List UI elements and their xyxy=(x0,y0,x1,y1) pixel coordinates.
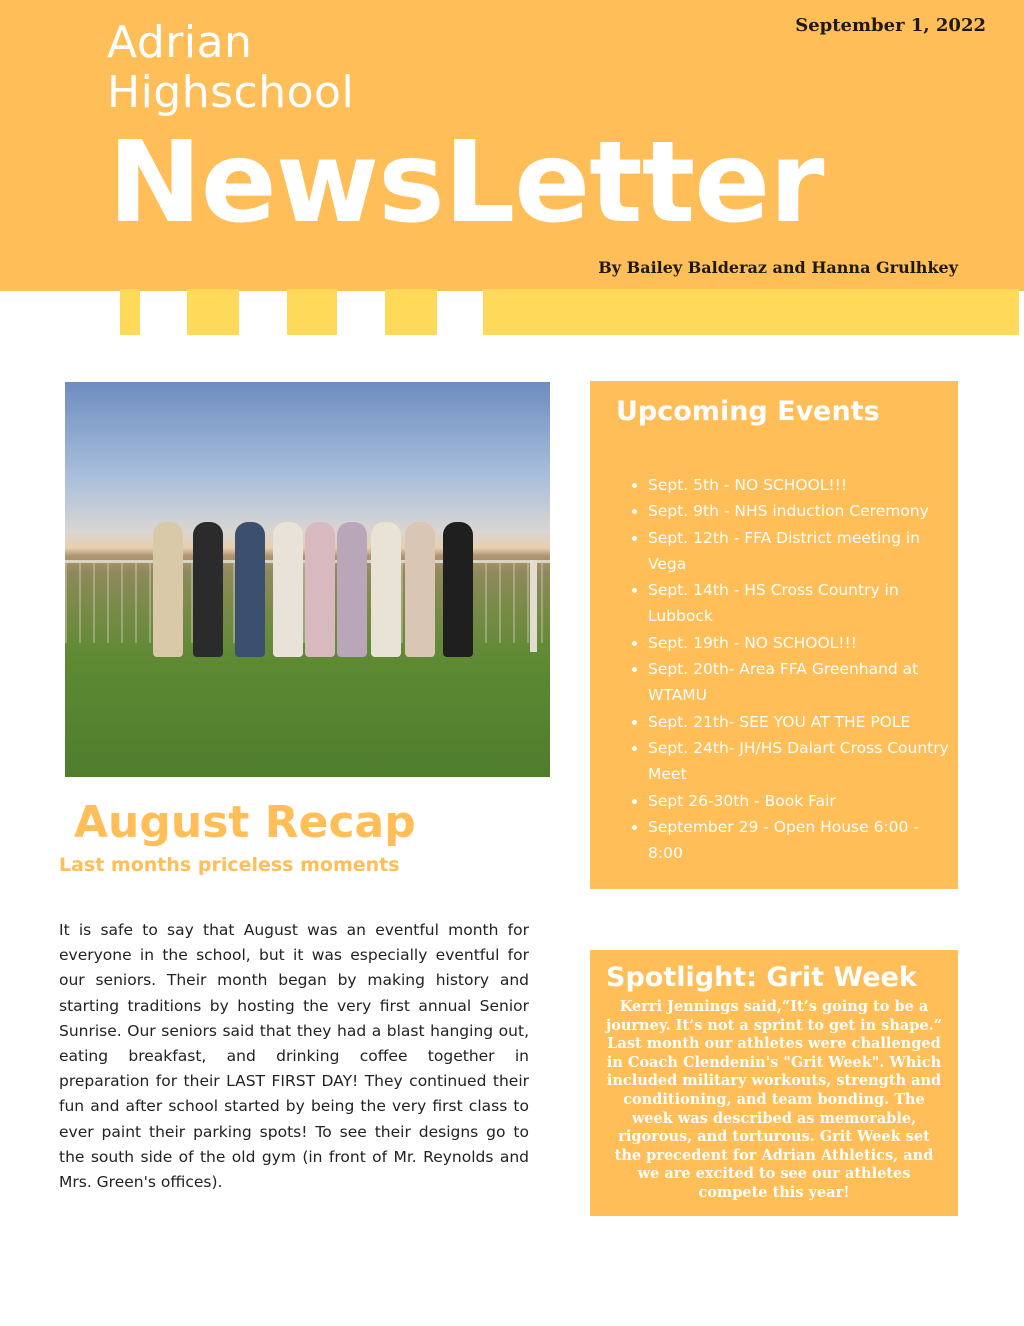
decorative-stripe xyxy=(287,289,337,335)
event-item: • Sept. 5th - NO SCHOOL!!! xyxy=(648,472,958,498)
upcoming-events-panel xyxy=(590,381,958,889)
decorative-bar xyxy=(483,289,1019,335)
event-item: • Sept. 9th - NHS induction Ceremony xyxy=(648,498,958,524)
events-list xyxy=(623,472,958,866)
school-name xyxy=(107,18,354,118)
event-item: • Sept 26-30th - Book Fair xyxy=(648,788,958,814)
school-name-line2: Highschool xyxy=(107,67,355,118)
school-name-line1: Adrian xyxy=(107,17,253,68)
event-item: • Sept. 21th- SEE YOU AT THE POLE xyxy=(648,709,958,735)
photo-person xyxy=(371,522,401,657)
event-item: • September 29 - Open House 6:00 - 8:00 xyxy=(648,814,958,867)
decorative-stripe xyxy=(385,289,437,335)
decorative-stripe xyxy=(187,289,239,335)
photo-person xyxy=(193,522,223,657)
events-title: Upcoming Events xyxy=(616,396,880,427)
event-item: • Sept. 19th - NO SCHOOL!!! xyxy=(648,630,958,656)
masthead-title: NewsLetter xyxy=(108,118,824,248)
senior-group-photo xyxy=(65,382,550,777)
photo-fence-post xyxy=(530,560,537,652)
event-item: • Sept. 20th- Area FFA Greenhand at WTAMU xyxy=(648,656,958,709)
event-item: • Sept. 24th- JH/HS Dalart Cross Country Meet xyxy=(648,735,958,788)
photo-person xyxy=(405,522,435,657)
recap-body: It is safe to say that August was an eventful month for everyone in the school, but it was especially eventful for our seniors. Their month began by making history and starting traditions by hosting the very first annual Senior Sunrise. Our seniors said that they had a blast hanging out, eating breakfast, and drinking coffee together in preparation for their LAST FIRST DAY! They continued their fun and after school started by being the very first class to ever paint their parking spots! To see their designs go to the south side of the old gym (in front of Mr. Reynolds and Mrs. Green's offices). xyxy=(59,921,529,1192)
event-item: • Sept. 12th - FFA District meeting in Vega xyxy=(648,525,958,578)
spotlight-body: Kerri Jennings said,“It’s going to be a journey. It’s not a sprint to get in shape.” Last month our athletes were challenged in Coach Clendenin's "Grit Week". Which included military workouts, strength and conditioning, and team bonding. The week was described as memorable, rigorous, and torturous. Grit Week set the precedent for Adrian Athletics, and we are excited to see our athletes compete this year! xyxy=(605,998,943,1201)
event-item: • Sept. 14th - HS Cross Country in Lubbock xyxy=(648,577,958,630)
photo-person xyxy=(235,522,265,657)
photo-person xyxy=(305,522,335,657)
photo-person xyxy=(273,522,303,657)
recap-title: August Recap xyxy=(74,797,416,848)
photo-person xyxy=(443,522,473,657)
recap-subtitle: Last months priceless moments xyxy=(59,854,400,876)
photo-person xyxy=(153,522,183,657)
photo-person xyxy=(337,522,367,657)
spotlight-panel xyxy=(590,950,958,1216)
decorative-stripe xyxy=(120,289,140,335)
spotlight-title: Spotlight: Grit Week xyxy=(606,962,917,993)
byline: By Bailey Balderaz and Hanna Grulhkey xyxy=(598,258,958,277)
issue-date: September 1, 2022 xyxy=(795,15,986,36)
header-banner xyxy=(0,0,1024,291)
